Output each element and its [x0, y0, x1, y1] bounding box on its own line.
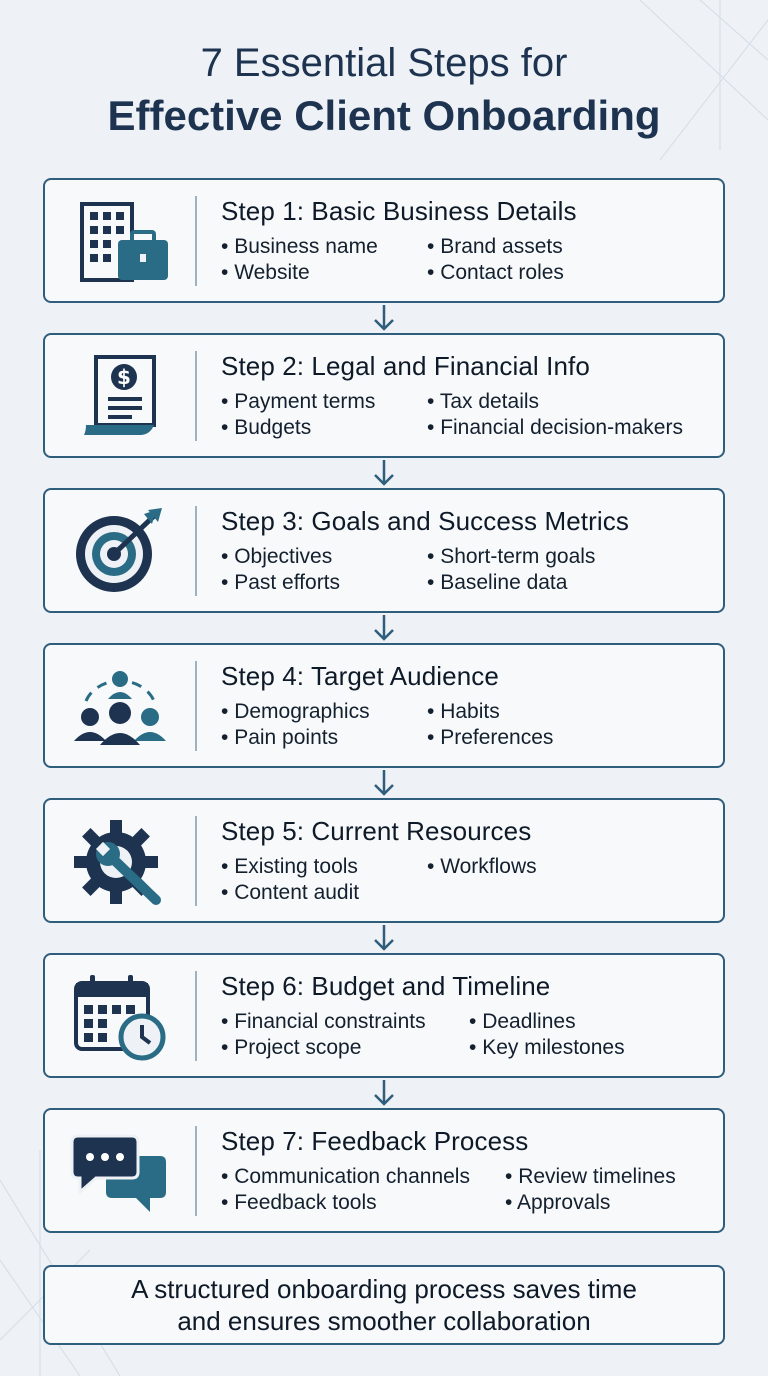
- bullet-item: • Feedback tools: [221, 1191, 505, 1215]
- gear-wrench-icon: [45, 816, 197, 906]
- bullet-item: • Financial constraints: [221, 1010, 469, 1034]
- step-title: Step 3: Goals and Success Metrics: [221, 506, 629, 536]
- down-arrow-icon: [43, 458, 725, 488]
- down-arrow-icon: [43, 1078, 725, 1108]
- bullet-item: • Review timelines: [505, 1165, 723, 1189]
- down-arrow-icon: [43, 303, 725, 333]
- bullet-item: • Content audit: [221, 881, 427, 905]
- chat-bubbles-icon: [45, 1126, 197, 1216]
- down-arrow-icon: [43, 923, 725, 953]
- step-title: Step 1: Basic Business Details: [221, 196, 577, 226]
- step-card-3: [43, 488, 725, 613]
- step-card-5: [43, 798, 725, 923]
- target-arrow-icon: [45, 506, 197, 596]
- bullet-item: • Past efforts: [221, 571, 427, 595]
- bullet-item: • Contact roles: [427, 261, 723, 285]
- bullet-item: • Short-term goals: [427, 545, 723, 569]
- bullet-item: • Baseline data: [427, 571, 723, 595]
- down-arrow-icon: [43, 613, 725, 643]
- bullet-item: • Tax details: [427, 390, 723, 414]
- bullet-item: • Business name: [221, 235, 427, 259]
- step-title: Step 4: Target Audience: [221, 661, 499, 691]
- bullet-item: • Demographics: [221, 700, 427, 724]
- bullet-item: • Deadlines: [469, 1010, 723, 1034]
- svg-text:$: $: [117, 364, 131, 389]
- step-card-1: [43, 178, 725, 303]
- bullet-item: • Budgets: [221, 416, 427, 440]
- bullet-item: • Objectives: [221, 545, 427, 569]
- bullet-item: • Communication channels: [221, 1165, 505, 1189]
- step-card-7: [43, 1108, 725, 1233]
- dollar-document-icon: [45, 351, 197, 441]
- title-line-1: 7 Essential Steps for: [200, 41, 568, 85]
- steps-list: [43, 178, 725, 1233]
- bullet-item: • Existing tools: [221, 855, 427, 879]
- summary-footer: [43, 1265, 725, 1345]
- step-card-6: [43, 953, 725, 1078]
- bullet-item: • Habits: [427, 700, 723, 724]
- bullet-item: • Pain points: [221, 726, 427, 750]
- bullet-item: • Approvals: [505, 1191, 723, 1215]
- bullet-item: • Website: [221, 261, 427, 285]
- audience-group-icon: [45, 661, 197, 751]
- building-briefcase-icon: [45, 196, 197, 286]
- title-line-2: Effective Client Onboarding: [107, 92, 661, 139]
- step-card-2: [43, 333, 725, 458]
- step-card-4: [43, 643, 725, 768]
- bullet-item: • Project scope: [221, 1036, 469, 1060]
- bullet-item: • Financial decision-makers: [427, 416, 723, 440]
- bullet-item: • Payment terms: [221, 390, 427, 414]
- step-title: Step 2: Legal and Financial Info: [221, 351, 590, 381]
- calendar-clock-icon: [45, 971, 197, 1061]
- step-title: Step 5: Current Resources: [221, 816, 532, 846]
- bullet-item: • Workflows: [427, 855, 723, 879]
- step-title: Step 6: Budget and Timeline: [221, 971, 551, 1001]
- bullet-item: • Preferences: [427, 726, 723, 750]
- bullet-item: • Brand assets: [427, 235, 723, 259]
- footer-line-1: A structured onboarding process saves time: [131, 1273, 637, 1304]
- step-title: Step 7: Feedback Process: [221, 1126, 529, 1156]
- footer-line-2: and ensures smoother collaboration: [177, 1306, 591, 1336]
- down-arrow-icon: [43, 768, 725, 798]
- page-title: [0, 38, 768, 143]
- bullet-item: • Key milestones: [469, 1036, 723, 1060]
